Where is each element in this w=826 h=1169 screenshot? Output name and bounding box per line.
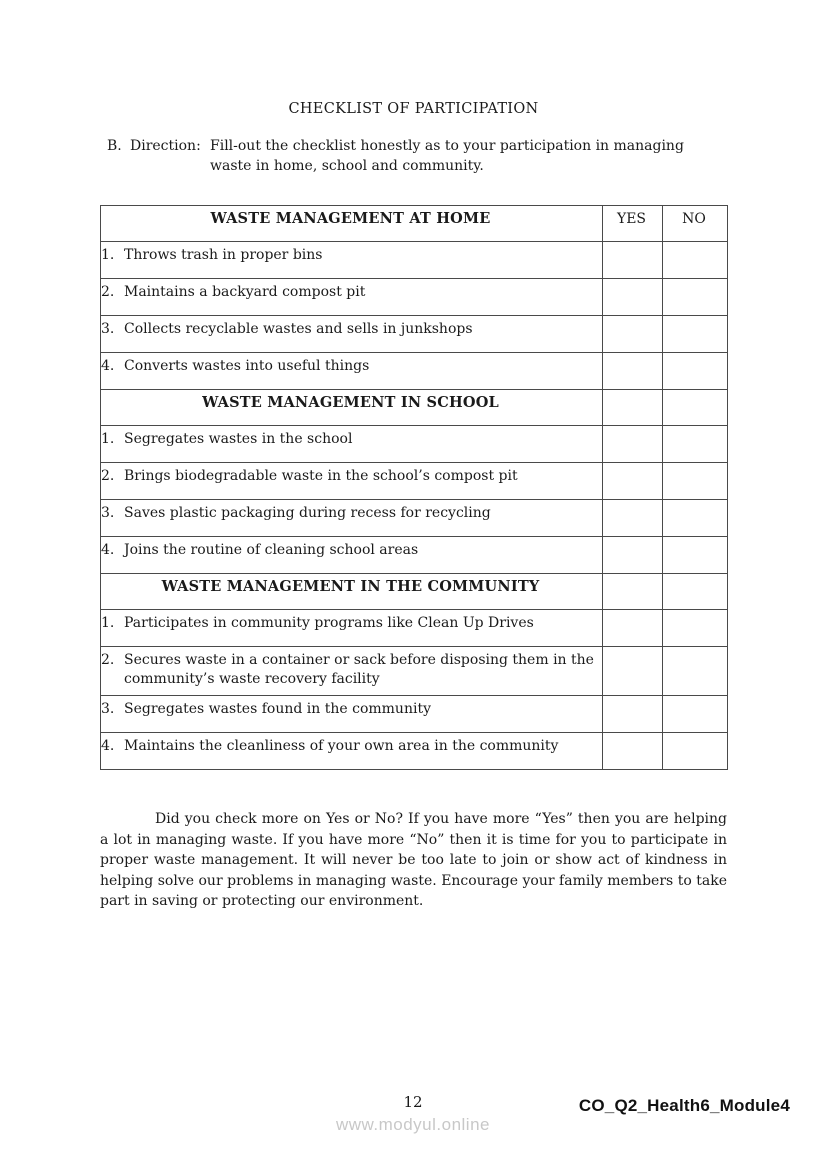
item-number: 3. xyxy=(101,701,115,718)
item-text: Segregates wastes in the school xyxy=(124,431,353,448)
closing-paragraph: Did you check more on Yes or No? If you have more “Yes” then you are helping a lot in managing waste. If you have more “No” then it is time for you to participate in proper waste management. It will never be too late to join or show act of kindness in helping solve our problems in managing waste. Encourage your family members to take part in saving or protecting our environment. xyxy=(100,811,727,910)
answer-cell-yes[interactable] xyxy=(603,279,663,316)
item-number: 4. xyxy=(101,542,115,559)
answer-cell-yes[interactable] xyxy=(603,610,663,647)
item-number: 1. xyxy=(101,615,115,632)
item-text: Segregates wastes found in the community xyxy=(124,701,431,718)
checklist-item xyxy=(101,737,600,756)
answer-cell-no[interactable] xyxy=(663,696,728,733)
answer-cell-no[interactable] xyxy=(663,316,728,353)
direction-block xyxy=(100,136,727,176)
answer-cell-spacer xyxy=(603,574,663,610)
table-row xyxy=(101,696,728,733)
item-text: Maintains a backyard compost pit xyxy=(124,284,366,301)
table-row xyxy=(101,463,728,500)
table-row xyxy=(101,353,728,390)
answer-cell-yes[interactable] xyxy=(603,463,663,500)
item-number: 1. xyxy=(101,247,115,264)
checklist-item xyxy=(101,614,600,633)
table-row xyxy=(101,610,728,647)
checklist-item xyxy=(101,700,600,719)
item-text: Converts wastes into useful things xyxy=(124,358,370,375)
checklist-item xyxy=(101,430,600,449)
participation-checklist-table xyxy=(100,205,728,770)
table-row xyxy=(101,574,728,610)
answer-cell-yes[interactable] xyxy=(603,316,663,353)
no-column-header: NO xyxy=(663,206,728,242)
answer-cell-no[interactable] xyxy=(663,463,728,500)
checklist-item xyxy=(101,651,600,688)
answer-cell-spacer xyxy=(663,574,728,610)
table-row xyxy=(101,316,728,353)
answer-cell-yes[interactable] xyxy=(603,500,663,537)
checklist-item xyxy=(101,467,600,486)
section-header-home: WASTE MANAGEMENT AT HOME xyxy=(101,206,603,242)
item-text: Participates in community programs like Clean Up Drives xyxy=(124,615,534,632)
answer-cell-no[interactable] xyxy=(663,242,728,279)
page-title: CHECKLIST OF PARTICIPATION xyxy=(288,101,539,117)
item-text: Brings biodegradable waste in the school’s compost pit xyxy=(124,468,518,485)
module-code: CO_Q2_Health6_Module4 xyxy=(578,1096,790,1115)
section-header-school: WASTE MANAGEMENT IN SCHOOL xyxy=(101,390,603,426)
checklist-item xyxy=(101,320,600,339)
item-number: 2. xyxy=(101,652,115,669)
table-row xyxy=(101,426,728,463)
item-number: 4. xyxy=(101,738,115,755)
item-number: 2. xyxy=(101,284,115,301)
item-text: Joins the routine of cleaning school areas xyxy=(124,542,419,559)
answer-cell-yes[interactable] xyxy=(603,353,663,390)
answer-cell-yes[interactable] xyxy=(603,426,663,463)
yes-column-header: YES xyxy=(603,206,663,242)
table-row xyxy=(101,242,728,279)
answer-cell-no[interactable] xyxy=(663,426,728,463)
answer-cell-no[interactable] xyxy=(663,647,728,696)
item-number: 4. xyxy=(101,358,115,375)
answer-cell-no[interactable] xyxy=(663,500,728,537)
item-text: Collects recyclable wastes and sells in junkshops xyxy=(124,321,473,338)
item-text: Throws trash in proper bins xyxy=(124,247,323,264)
answer-cell-yes[interactable] xyxy=(603,647,663,696)
answer-cell-yes[interactable] xyxy=(603,242,663,279)
item-text: Saves plastic packaging during recess for recycling xyxy=(124,505,491,522)
direction-label: Direction: xyxy=(130,138,201,155)
item-number: 3. xyxy=(101,321,115,338)
item-number: 2. xyxy=(101,468,115,485)
checklist-item xyxy=(101,504,600,523)
page-number: 12 xyxy=(403,1093,423,1111)
answer-cell-yes[interactable] xyxy=(603,696,663,733)
table-row xyxy=(101,537,728,574)
item-number: 1. xyxy=(101,431,115,448)
answer-cell-no[interactable] xyxy=(663,610,728,647)
answer-cell-yes[interactable] xyxy=(603,733,663,770)
answer-cell-spacer xyxy=(603,390,663,426)
answer-cell-no[interactable] xyxy=(663,279,728,316)
checklist-item xyxy=(101,283,600,302)
answer-cell-no[interactable] xyxy=(663,353,728,390)
answer-cell-yes[interactable] xyxy=(603,537,663,574)
section-header-community: WASTE MANAGEMENT IN THE COMMUNITY xyxy=(101,574,603,610)
checklist-item xyxy=(101,246,600,265)
answer-cell-no[interactable] xyxy=(663,733,728,770)
checklist-item xyxy=(101,357,600,376)
table-row xyxy=(101,279,728,316)
table-row xyxy=(101,390,728,426)
table-row xyxy=(101,647,728,696)
table-row xyxy=(101,500,728,537)
table-row xyxy=(101,733,728,770)
watermark-text: www.modyul.online xyxy=(335,1115,490,1134)
direction-text: Fill-out the checklist honestly as to your participation in managing waste in home, school and community. xyxy=(210,138,684,175)
direction-marker: B. xyxy=(107,138,122,155)
table-row xyxy=(101,206,728,242)
checklist-item xyxy=(101,541,600,560)
answer-cell-spacer xyxy=(663,390,728,426)
item-number: 3. xyxy=(101,505,115,522)
answer-cell-no[interactable] xyxy=(663,537,728,574)
item-text: Secures waste in a container or sack before disposing them in the community’s waste recovery facility xyxy=(124,652,594,687)
item-text: Maintains the cleanliness of your own area in the community xyxy=(124,738,559,755)
